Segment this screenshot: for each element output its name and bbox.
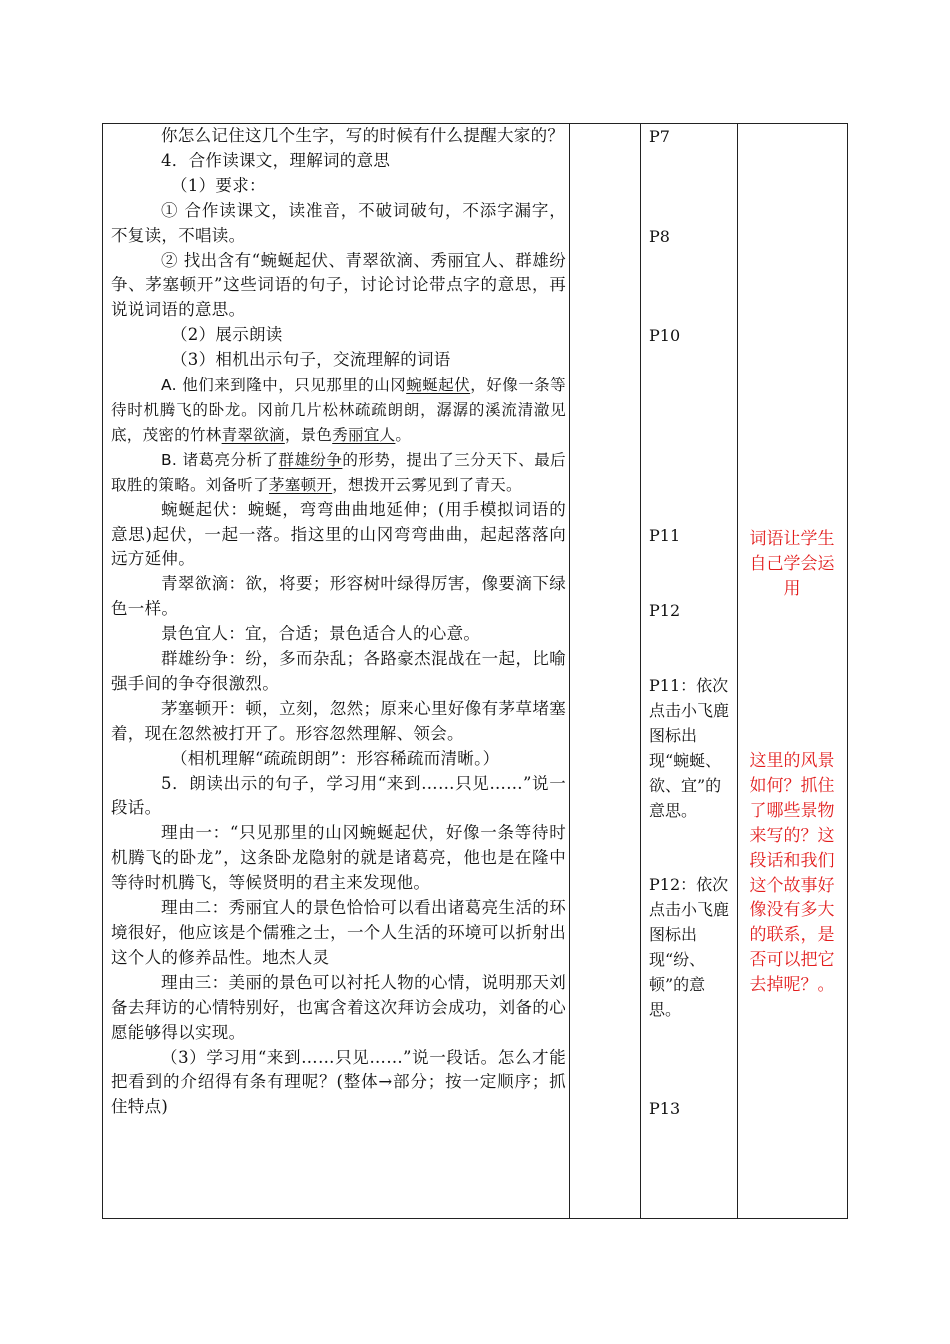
page-reference: P11：依次点击小飞鹿图标出现“蜿蜒、欲、宜”的意思。 — [649, 676, 730, 820]
column-divider — [640, 124, 641, 1218]
paragraph-text: ① 合作读课文，读准音，不破词破句，不添字漏字，不复读，不唱读。 — [111, 200, 566, 245]
lesson-plan-table — [102, 123, 848, 1219]
process-paragraph — [111, 971, 566, 1046]
process-paragraph — [111, 1046, 566, 1121]
process-paragraph — [111, 174, 566, 199]
process-paragraph — [111, 772, 566, 822]
design-note: 词语让学生自己学会运用 — [749, 529, 835, 599]
page-reference: P13 — [649, 1099, 681, 1118]
underlined-term: 蜿蜒起伏 — [406, 376, 471, 395]
paragraph-text: ，想拨开云雾见到了青天。 — [332, 475, 522, 494]
paragraph-text: 的形势，提出了三分天下、最后取胜的策略。刘备听了 — [111, 450, 566, 494]
paragraph-text: 你怎么记住这几个生字，写的时候有什么提醒大家的？ — [161, 126, 565, 145]
paragraph-text: 群雄纷争：纷，多而杂乱；各路豪杰混战在一起，比喻强手间的争夺很激烈。 — [111, 649, 566, 693]
underlined-term: 秀丽宜人 — [332, 425, 396, 444]
process-paragraph — [111, 498, 566, 573]
column-divider — [569, 124, 570, 1218]
process-paragraph — [111, 697, 566, 747]
underlined-term: 群雄纷争 — [278, 450, 343, 469]
paragraph-text: A. 他们来到隆中，只见那里的山冈 — [161, 376, 407, 395]
paragraph-text: 5．朗读出示的句子，学习用“来到……只见……”说一段话。 — [111, 773, 566, 818]
page-reference: P12 — [649, 601, 681, 620]
paragraph-text: ，景色 — [284, 425, 333, 444]
design-note: 这里的风景如何？抓住了哪些景物来写的？这段话和我们这个故事好像没有多大的联系，是否可以把它去掉呢？。 — [749, 751, 835, 996]
teaching-process-column — [111, 124, 566, 1120]
underlined-term: 青翠欲滴 — [221, 425, 285, 444]
paragraph-text: （3）相机出示句子，交流理解的词语 — [171, 350, 451, 370]
paragraph-text: 理由三：美丽的景色可以衬托人物的心情，说明那天刘备去拜访的心情特别好，也寓含着这次拜访会成功，刘备的心愿能够得以实现。 — [111, 972, 566, 1042]
paragraph-text: ② 找出含有“蜿蜒起伏、青翠欲滴、秀丽宜人、群雄纷争、茅塞顿开”这些词语的句子，讨论讨论带点字的意思，再说说词语的意思。 — [111, 250, 566, 320]
process-paragraph — [111, 448, 566, 498]
process-paragraph — [111, 373, 566, 448]
process-paragraph — [111, 572, 566, 622]
process-paragraph — [111, 647, 566, 697]
page-reference: P11 — [649, 526, 681, 545]
process-paragraph — [111, 747, 566, 772]
process-paragraph — [111, 124, 566, 149]
paragraph-text: B. 诸葛亮分析了 — [161, 450, 279, 469]
process-paragraph — [111, 348, 566, 373]
paragraph-text: 蜿蜒起伏：蜿蜒，弯弯曲曲地延伸；(用手模拟词语的意思)起伏，一起一落。指这里的山冈弯弯曲曲，起起落落向远方延伸。 — [111, 499, 566, 569]
process-paragraph — [111, 896, 566, 971]
page-reference: P8 — [649, 227, 670, 246]
page-reference: P7 — [649, 127, 670, 146]
process-paragraph — [111, 149, 566, 174]
underlined-term: 茅塞顿开 — [269, 475, 333, 494]
column-divider — [737, 124, 738, 1218]
process-paragraph — [111, 323, 566, 348]
paragraph-text: 理由一：“只见那里的山冈蜿蜒起伏，好像一条等待时机腾飞的卧龙”，这条卧龙隐射的就是诸葛亮，他也是在隆中等待时机腾飞，等候贤明的君主来发现他。 — [111, 823, 566, 893]
paragraph-text: （3）学习用“来到……只见……”说一段话。怎么才能把看到的介绍得有条有理呢？(整体→部分；按一定顺序；抓住特点) — [111, 1047, 566, 1117]
process-paragraph — [111, 622, 566, 647]
paragraph-text: （2）展示朗读 — [171, 325, 283, 345]
process-paragraph — [111, 821, 566, 896]
process-paragraph — [111, 199, 566, 249]
paragraph-text: 。 — [395, 425, 412, 444]
paragraph-text: 景色宜人：宜，合适；景色适合人的心意。 — [161, 624, 481, 644]
process-paragraph — [111, 249, 566, 324]
paragraph-text: ，好像一条等待时机腾飞的卧龙。冈前几片松林疏疏朗朗，潺潺的溪流清澈见底，茂密的竹林 — [111, 376, 566, 444]
paragraph-text: 理由二：秀丽宜人的景色恰恰可以看出诸葛亮生活的环境很好，他应该是个儒雅之士，一个人生活的环境可以折射出这个人的修养品性。地杰人灵 — [111, 898, 566, 967]
paragraph-text: （1）要求： — [171, 175, 266, 195]
paragraph-text: 青翠欲滴：欲，将要；形容树叶绿得厉害，像要滴下绿色一样。 — [111, 574, 566, 619]
paragraph-text: （相机理解“疏疏朗朗”：形容稀疏而清晰。） — [171, 748, 500, 768]
paragraph-text: 茅塞顿开：顿，立刻，忽然；原来心里好像有茅草堵塞着，现在忽然被打开了。形容忽然理解、领会。 — [111, 698, 566, 743]
page-reference: P10 — [649, 326, 681, 345]
paragraph-text: 4．合作读课文，理解词的意思 — [161, 150, 391, 170]
page-reference: P12：依次点击小飞鹿图标出现“纷、顿”的意思。 — [649, 875, 730, 1019]
